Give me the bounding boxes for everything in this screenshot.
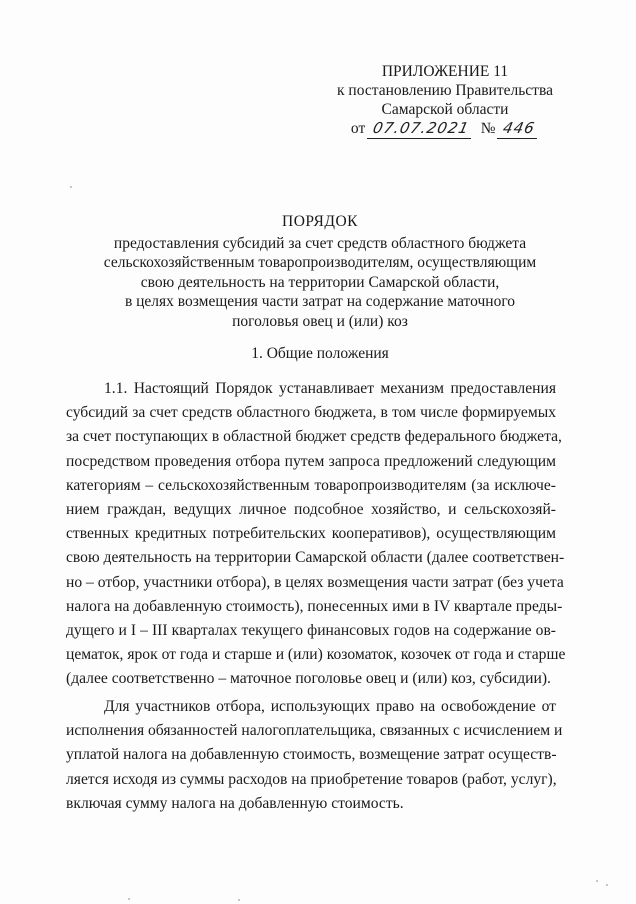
- paragraph-line: включая сумму налога на добавленную стоимость.: [66, 794, 404, 812]
- paragraph-line: налога на добавленную стоимость), понесенных ими в IV квартале преды-: [66, 597, 563, 615]
- title-line: предоставления субсидий за счет средств областного бюджета: [113, 234, 527, 252]
- title-line: свою деятельность на территории Самарской области,: [140, 273, 500, 291]
- paragraph-1: [66, 377, 566, 691]
- document-title: [60, 212, 580, 331]
- section-heading: 1. Общие положения: [251, 345, 389, 362]
- paragraph-line: свою деятельность на территории Самарской области (далее соответствен-: [66, 549, 565, 567]
- paragraph-line: Для участников отбора, использующих право на освобождение от: [104, 698, 556, 715]
- date-prefix: от: [350, 120, 366, 137]
- handwritten-number: 446: [497, 119, 541, 139]
- appendix-block: [300, 62, 590, 139]
- appendix-region-line: Самарской области: [381, 101, 509, 118]
- paragraph-line: за счет поступающих в областной бюджет средств федерального бюджета,: [66, 428, 562, 446]
- paragraph-line: категориям – сельскохозяйственным товаропроизводителям (за исключе-: [66, 476, 556, 494]
- paragraph-line: цематок, ярок от года и старше и (или) козоматок, козочек от года и старше: [66, 646, 566, 664]
- paragraph-line: уплатой налога на добавленную стоимость, возмещение затрат осуществ-: [66, 746, 557, 764]
- paragraph-line: (далее соответственно – маточное поголовье овец и (или) коз, субсидии).: [66, 670, 551, 688]
- title-heading: ПОРЯДОК: [282, 213, 358, 230]
- paragraph-line: ственных кредитных потребительских кооперативов), осуществляющим: [66, 525, 556, 543]
- title-line: сельскохозяйственным товаропроизводителям, осуществляющим: [103, 254, 537, 271]
- paragraph-line: субсидий за счет средств областного бюджета, в том числе формируемых: [66, 404, 556, 422]
- handwritten-date: 07.07.2021: [367, 119, 475, 139]
- paragraph-2: [66, 695, 563, 816]
- paragraph-line: нием граждан, ведущих личное подсобное хозяйство, и сельскохозяй-: [66, 500, 556, 518]
- appendix-resolution-line: к постановлению Правительства: [337, 82, 553, 99]
- appendix-date-number-line: [300, 119, 590, 139]
- paragraph-line: ляется исходя из суммы расходов на приобретение товаров (работ, услуг),: [66, 770, 557, 788]
- number-prefix: №: [480, 120, 496, 137]
- title-line: поголовья овец и (или) коз: [232, 312, 408, 330]
- paragraph-line: исполнения обязанностей налогоплательщика, связанных с исчислением и: [66, 722, 563, 740]
- paragraph-line: 1.1. Настоящий Порядок устанавливает механизм предоставления: [104, 380, 556, 397]
- title-line: в целях возмещения части затрат на содержание маточного: [124, 293, 516, 310]
- paragraph-line: дущего и I – III кварталах текущего финансовых годов на содержание ов-: [66, 621, 556, 639]
- paragraph-line: но – отбор, участники отбора), в целях возмещения части затрат (без учета: [66, 573, 564, 591]
- appendix-title: ПРИЛОЖЕНИЕ 11: [381, 63, 509, 80]
- paragraph-line: посредством проведения отбора путем запроса предложений следующим: [66, 452, 556, 470]
